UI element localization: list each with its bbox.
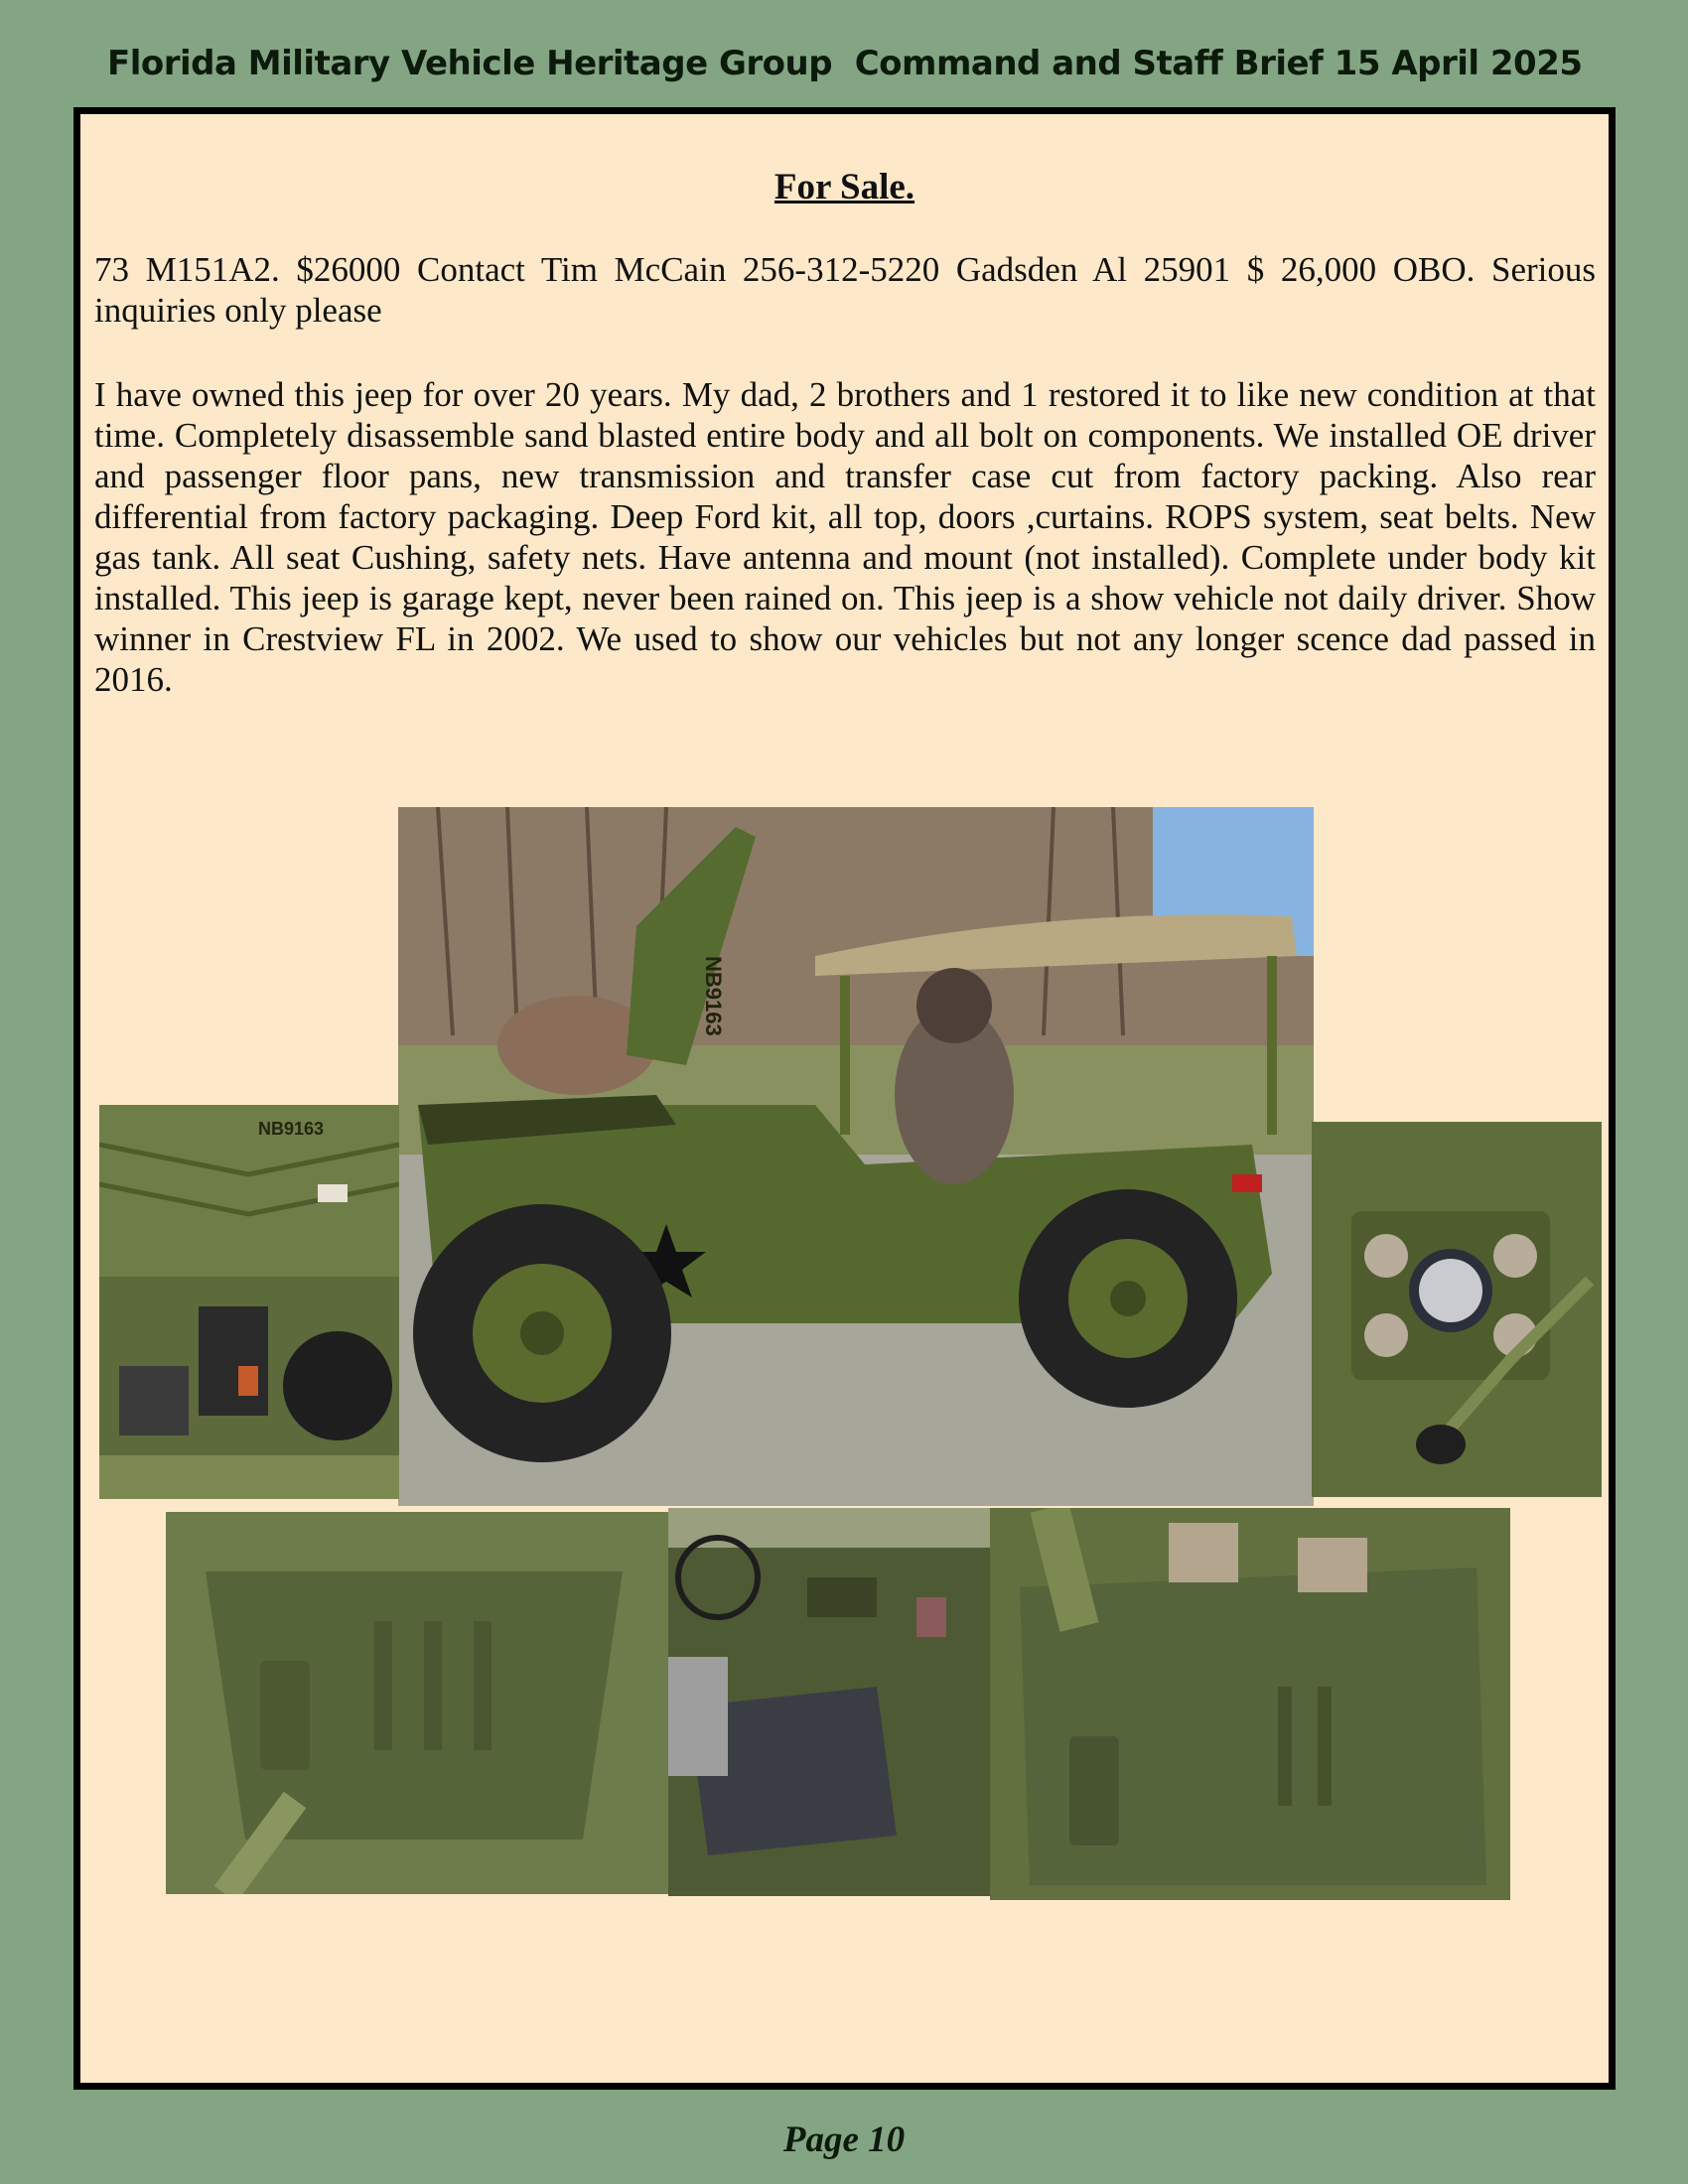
engine-bay-photo	[99, 1277, 399, 1499]
main-photo-hood-number: NB9163	[701, 956, 726, 1036]
section-title: For Sale.	[774, 167, 915, 207]
passenger-floor-pan-photo	[990, 1508, 1510, 1900]
newsletter-header: Florida Military Vehicle Heritage Group Command and Staff Brief 15 April 2025	[107, 44, 1583, 83]
listing-description: I have owned this jeep for over 20 years. My dad, 2 brothers and 1 restored it to like new condition at that time. Completely disassemble sand blasted entire body and all bolt on components. We installed OE driver and passenger floor pans, new transmission and transfer case cut from factory packing. Also rear differential from factory packaging. Deep Ford kit, all top, doors ,curtains. ROPS system, seat belts. New gas tank. All seat Cushing, safety nets. Have antenna and mount (not installed). Complete under body kit installed. This jeep is garage kept, never been rained on. This jeep is a show vehicle not daily driver. Show winner in Crestview FL in 2002. We used to show our vehicles but not any longer scence dad passed in 2016.	[94, 375, 1596, 699]
driver-floor-pan-photo	[166, 1512, 668, 1894]
page-number: Page 10	[782, 2119, 906, 2160]
content-frame	[73, 107, 1616, 2090]
listing-summary: 73 M151A2. $26000 Contact Tim McCain 256-312-5220 Gadsden Al 25901 $ 26,000 OBO. Serious inquiries only please	[94, 250, 1596, 330]
hood-photo-number: NB9163	[258, 1119, 325, 1139]
dashboard-gauges-photo	[1312, 1122, 1602, 1497]
jeep-main-photo	[398, 807, 1314, 1506]
hood-stencil-photo	[99, 1105, 399, 1277]
seat-interior-photo	[668, 1508, 994, 1896]
